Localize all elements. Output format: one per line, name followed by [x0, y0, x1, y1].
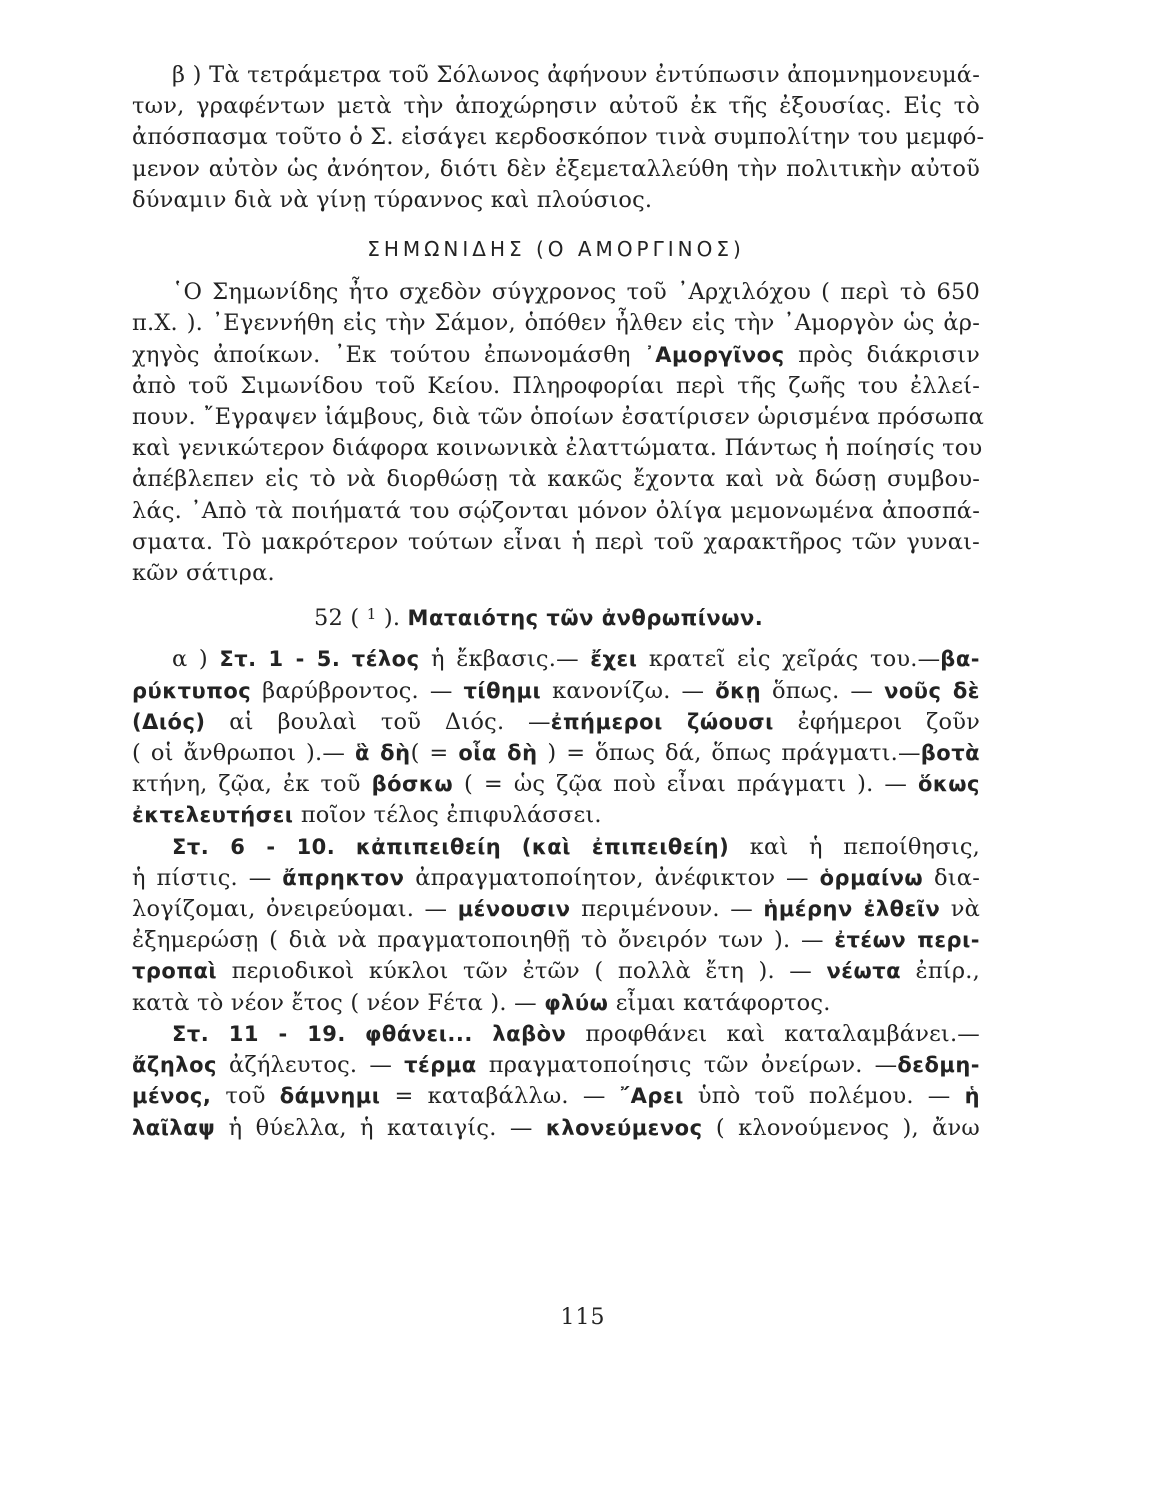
- text-line: κῶν σάτιρα.: [132, 560, 275, 587]
- bold-term: ἡμέρην ἐλθεῖν: [763, 897, 941, 922]
- page-body: [132, 60, 985, 1144]
- text-line: των, γραφέντων μετὰ τὴν ἀποχώρησιν αὐτοῦ ἐκ τῆς ἐξουσίας. Εἰς τὸ: [132, 93, 980, 120]
- text-line: ἀπόσπασμα τοῦτο ὁ Σ. εἰσάγει κερδοσκόπον τινὰ συμπολίτην του μεμφό-: [132, 124, 985, 151]
- text-run: ( =: [410, 740, 449, 767]
- section-heading: ΣΗΜΩΝΙΔΗΣ (Ο ΑΜΟΡΓΙΝΟΣ): [367, 237, 745, 262]
- text-run: χηγὸς ἀποίκων. ᾿Εκ τούτου ἐπωνομάσθη: [132, 341, 631, 368]
- poem-number: 52 (: [314, 605, 360, 632]
- footnote-marker: 1: [366, 605, 377, 624]
- bold-term: (καὶ ἐπιπειθείη): [521, 834, 730, 859]
- bold-term: κλονεύμενος: [545, 1115, 703, 1140]
- text-run: ( κλονούμενος ), ἄνω: [715, 1114, 980, 1141]
- bold-term: ἔχει: [590, 647, 638, 672]
- text-run: δια-: [934, 864, 980, 891]
- text-line: πουν. ῎Εγραψεν ἰάμβους, διὰ τῶν ὁποίων ἐσατίρισεν ὡρισμένα πρόσωπα: [132, 404, 984, 431]
- text-run: ἐπίρ.,: [915, 958, 980, 985]
- text-run: κατὰ τὸ νέον ἔτος ( νέον Fέτα ). —: [132, 989, 537, 1016]
- text-run: πραγματοποίησις τῶν ὀνείρων. —: [488, 1052, 898, 1079]
- text-line: ῾Ο Σημωνίδης ἦτο σχεδὸν σύγχρονος τοῦ ᾿Αρχιλόχου ( περὶ τὸ 650: [172, 279, 980, 306]
- text-line: μενον αὐτὸν ὡς ἀνόητον, διότι δὲν ἐξεμεταλλεύθη τὴν πολιτικὴν αὐτοῦ: [132, 155, 980, 182]
- text-line: β ) Τὰ τετράμετρα τοῦ Σόλωνος ἀφήνουν ἐντύπωσιν ἀπομνημονευμά-: [172, 62, 980, 88]
- bold-term: ὅκως: [917, 772, 980, 797]
- page-number: 115: [560, 1305, 606, 1330]
- text-run: ποῖον τέλος ἐπιφυλάσσει.: [300, 802, 602, 829]
- text-run: α ): [172, 646, 208, 673]
- text-line: λάς. ᾿Απὸ τὰ ποιήματά του σῴζονται μόνον ὀλίγα μεμονωμένα ἀποσπά-: [132, 497, 980, 524]
- text-line: [132, 1019, 980, 1050]
- bold-term: δάμνημι: [279, 1084, 381, 1109]
- bold-term: μένουσιν: [457, 897, 571, 922]
- bold-term: ἃ δὴ: [354, 741, 411, 766]
- text-line: [132, 676, 980, 707]
- text-run: κρατεῖ εἰς χεῖράς του.—: [648, 646, 941, 673]
- bold-term: ἡ: [964, 1084, 981, 1109]
- line-range: Στ. 6 - 10.: [172, 834, 336, 859]
- bold-term: ἐτέων περι-: [834, 928, 980, 953]
- bold-term: βοτὰ: [920, 741, 981, 766]
- text-line: [132, 956, 980, 987]
- text-run: ἐφήμεροι ζοῦν: [797, 708, 981, 735]
- bold-term: νέωτα: [826, 959, 902, 984]
- text-line: καὶ γενικώτερον διάφορα κοινωνικὰ ἐλαττώματα. Πάντως ἡ ποίησίς του: [132, 435, 983, 462]
- text-run: ὅπως. —: [771, 677, 874, 704]
- line-range: Στ. 11 - 19.: [172, 1021, 346, 1046]
- text-line: [132, 988, 980, 1019]
- notes-paragraph-a: [132, 644, 980, 831]
- text-line: [132, 769, 980, 800]
- text-line: ἀπέβλεπεν εἰς τὸ νὰ διορθώσῃ τὰ κακῶς ἔχοντα καὶ νὰ δώσῃ συμβου-: [132, 466, 980, 493]
- bold-term: τέλος: [351, 647, 420, 672]
- bold-term: δεδμη-: [897, 1053, 981, 1078]
- text-run: κτήνη, ζῷα, ἐκ τοῦ: [132, 771, 361, 798]
- text-line: [132, 1050, 980, 1081]
- text-run: ἡ ἔκβασις.—: [431, 646, 579, 673]
- bold-term: ὄκῃ: [715, 678, 762, 703]
- bold-term: ῎Αρει: [619, 1084, 684, 1109]
- text-run: τοῦ: [225, 1083, 266, 1110]
- text-run: ὑπὸ τοῦ πολέμου. —: [697, 1083, 951, 1110]
- text-run: καὶ ἡ πεποίθησις,: [749, 833, 981, 860]
- bold-term: ἄπρηκτον: [282, 865, 405, 890]
- text-run: = καταβάλλω. —: [394, 1083, 606, 1110]
- bold-term: νοῦς δὲ: [884, 678, 980, 703]
- bold-term: τίθημι: [463, 678, 542, 703]
- section-b-paragraph: [132, 60, 985, 216]
- text-run: ( οἱ ἄνθρωποι ).—: [132, 740, 346, 767]
- text-line: ἀπὸ τοῦ Σιμωνίδου τοῦ Κείου. Πληροφορίαι περὶ τῆς ζωῆς του ἐλλεί-: [132, 372, 980, 399]
- text-run: κανονίζω. —: [552, 677, 705, 704]
- bold-term: βόσκω: [371, 772, 454, 797]
- text-run: ἀπραγματοποίητον, ἀνέφικτον —: [415, 864, 809, 891]
- text-line: π.Χ. ). ᾿Εγεννήθη εἰς τὴν Σάμον, ὁπόθεν ἦλθεν εἰς τὴν ᾿Αμοργὸν ὡς ἀρ-: [132, 310, 980, 337]
- bold-term: ἐπήμεροι ζώουσι: [550, 709, 774, 734]
- text-line: [132, 1113, 980, 1144]
- line-range: Στ. 1 - 5.: [219, 647, 341, 672]
- notes-paragraph-b: [132, 832, 980, 1019]
- poem-heading: [132, 599, 980, 634]
- poem-number-close: ).: [383, 605, 401, 632]
- text-run: αἱ βουλαὶ τοῦ Διός. —: [229, 708, 551, 735]
- bold-term: (Διός): [132, 709, 206, 734]
- text-line: [132, 738, 980, 769]
- text-run: εἶμαι κατάφορτος.: [615, 989, 831, 1016]
- text-run: ἀζήλευτος. —: [229, 1052, 393, 1079]
- bold-term: ρύκτυπος: [132, 678, 252, 703]
- text-line: δύναμιν διὰ νὰ γίνῃ τύραννος καὶ πλούσιος.: [132, 186, 653, 213]
- text-line: [132, 863, 980, 894]
- text-run: πρὸς διάκρισιν: [798, 341, 980, 368]
- text-run: περιμένουν. —: [581, 896, 753, 923]
- text-run: ( = ὡς ζῷα ποὺ εἶναι πράγματι ). —: [464, 771, 908, 798]
- bold-term: φλύω: [544, 990, 609, 1015]
- bold-term: οἷα δὴ: [458, 741, 538, 766]
- text-run: λογίζομαι, ὀνειρεύομαι. —: [132, 896, 448, 923]
- text-line: [132, 707, 980, 738]
- text-run: ἐξημερώσῃ ( διὰ νὰ πραγματοποιηθῇ τὸ ὄνειρόν των ). —: [132, 927, 824, 954]
- bold-term: κἀπιπειθείη: [355, 834, 502, 859]
- bold-term: μένος,: [132, 1084, 212, 1109]
- text-line: [132, 894, 980, 925]
- text-run: ἡ θύελλα, ἡ καταιγίς. —: [228, 1114, 533, 1141]
- text-line: [132, 1081, 980, 1112]
- text-line: σματα. Τὸ μακρότερον τούτων εἶναι ἡ περὶ τοῦ χαρακτῆρος τῶν γυναι-: [132, 528, 980, 555]
- bold-term: ᾿Αμοργῖνος: [644, 342, 785, 367]
- bold-term: φθάνει... λαβὸν: [364, 1021, 567, 1046]
- intro-paragraph: [132, 277, 984, 589]
- text-line: [132, 644, 980, 675]
- text-line: [132, 832, 980, 863]
- text-run: προφθάνει καὶ καταλαμβάνει.—: [585, 1020, 981, 1047]
- bold-term: τέρμα: [404, 1053, 477, 1078]
- bold-term: ἐκτελευτήσει: [132, 803, 294, 828]
- text-line: [132, 800, 980, 831]
- bold-term: ὁρμαίνω: [819, 865, 924, 890]
- poem-title: Ματαιότης τῶν ἀνθρωπίνων.: [407, 606, 764, 631]
- notes-paragraph-c: [132, 1019, 980, 1144]
- bold-term: ἄζηλος: [132, 1053, 217, 1078]
- text-run: περιοδικοὶ κύκλοι τῶν ἐτῶν ( πολλὰ ἔτη ). —: [231, 958, 812, 985]
- text-line: [132, 340, 980, 371]
- bold-term: τροπαὶ: [132, 959, 218, 984]
- bold-term: λαῖλαψ: [132, 1115, 216, 1140]
- text-line: [132, 925, 980, 956]
- text-run: ἡ πίστις. —: [132, 864, 272, 891]
- text-run: βαρύβροντος. —: [262, 677, 453, 704]
- bold-term: βα-: [940, 647, 980, 672]
- text-run: ) = ὅπως δά, ὅπως πράγματι.—: [547, 740, 921, 767]
- text-run: νὰ: [950, 896, 981, 923]
